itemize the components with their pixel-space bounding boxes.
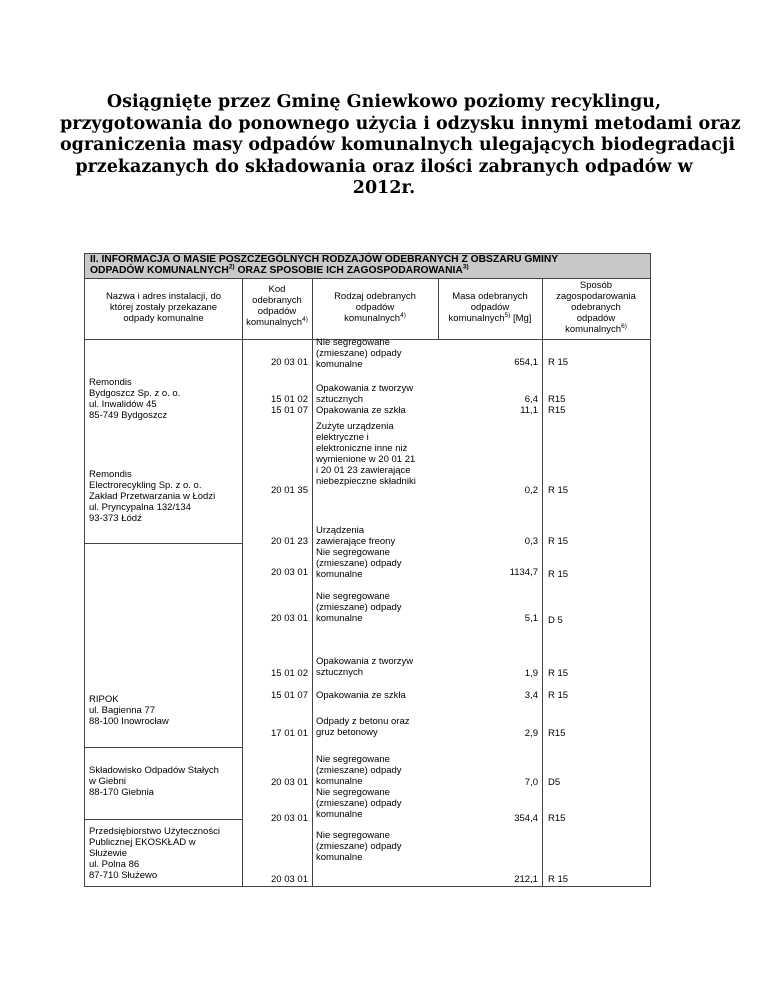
waste-type bbox=[316, 383, 438, 405]
waste-mass: 0,3 bbox=[524, 536, 538, 547]
installation-divider bbox=[85, 543, 242, 544]
waste-mass: 5,1 bbox=[524, 613, 538, 624]
waste-type-line: Opakowania ze szkła bbox=[316, 690, 406, 701]
waste-type-line: gruz betonowy bbox=[316, 727, 378, 738]
column-divider bbox=[312, 279, 313, 886]
waste-type bbox=[316, 656, 438, 678]
waste-code: 15 01 02 bbox=[271, 668, 308, 679]
title-line: Osiągnięte przez Gminę Gniewkowo poziomy recyklingu, bbox=[106, 92, 662, 112]
section-header-line2: ODPADÓW KOMUNALNYCH$^{2)}$ ORAZ SPOSOBIE ICH ZAGOSPODAROWANIA$^{3)}$ bbox=[90, 263, 469, 276]
waste-type-line: Urządzenia bbox=[316, 525, 365, 536]
installation-ekosklad: Przedsiębiorstwo Użyteczności Publicznej EKOSKŁAD w Służewie ul. Polna 86 87-710 Służewo bbox=[89, 826, 220, 881]
waste-type-line: (zmieszane) odpady bbox=[316, 798, 402, 809]
waste-method: R 15 bbox=[548, 690, 569, 701]
waste-type-line: Nie segregowane bbox=[316, 830, 390, 841]
waste-mass: 3,4 bbox=[524, 690, 538, 701]
waste-type-line: Nie segregowane bbox=[316, 547, 390, 558]
waste-method: R 15 bbox=[548, 874, 569, 885]
waste-type bbox=[316, 591, 438, 624]
waste-method: R 15 bbox=[548, 569, 569, 580]
waste-type bbox=[316, 547, 438, 580]
waste-code: 20 03 01 bbox=[271, 567, 308, 578]
waste-table bbox=[84, 253, 651, 887]
waste-type-line: Nie segregowane bbox=[316, 337, 390, 348]
waste-type-line: komunalne bbox=[316, 569, 363, 580]
waste-method: R 15 bbox=[548, 536, 569, 547]
section-header-line1: II. INFORMACJA O MASIE POSZCZEGÓLNYCH RODZAJÓW ODEBRANYCH Z OBSZARU GMINY bbox=[90, 254, 559, 265]
installation-ripok: RIPOK ul. Bagienna 77 88-100 Inowrocław bbox=[89, 694, 169, 727]
waste-type-line: Nie segregowane bbox=[316, 754, 390, 765]
waste-method: R 15 bbox=[548, 668, 569, 679]
waste-type-line: Nie segregowane bbox=[316, 787, 390, 798]
waste-type-line: komunalne bbox=[316, 359, 363, 370]
waste-code: 20 03 01 bbox=[271, 613, 308, 624]
waste-type bbox=[316, 754, 438, 787]
waste-type-line: komunalne bbox=[316, 809, 363, 820]
waste-mass: 2,9 bbox=[524, 728, 538, 739]
waste-method: R15 bbox=[548, 405, 566, 416]
waste-type-line: i 20 01 23 zawierające bbox=[316, 465, 411, 476]
column-header-type: Rodzaj odebranych odpadów komunalnych$^{4)}$ bbox=[334, 291, 416, 324]
waste-code: 20 03 01 bbox=[271, 777, 308, 788]
column-header-mass: Masa odebranych odpadów komunalnych$^{5)}$ [Mg] bbox=[448, 291, 532, 324]
section-header bbox=[85, 254, 650, 279]
waste-type-line: (zmieszane) odpady bbox=[316, 348, 402, 359]
waste-code: 20 03 01 bbox=[271, 874, 308, 885]
waste-mass: 6,4 bbox=[524, 394, 538, 405]
title-line: 2012r. bbox=[352, 178, 416, 198]
waste-type bbox=[316, 421, 438, 487]
waste-type-line: (zmieszane) odpady bbox=[316, 765, 402, 776]
waste-method: D5 bbox=[548, 777, 561, 788]
waste-method: R15 bbox=[548, 813, 566, 824]
waste-method: R 15 bbox=[548, 357, 569, 368]
waste-type-line: niebezpieczne składniki bbox=[316, 476, 416, 487]
waste-type-line: sztucznych bbox=[316, 394, 363, 405]
waste-mass: 354,4 bbox=[514, 813, 538, 824]
title-line: przygotowania do ponownego użycia i odzysku innymi metodami oraz bbox=[60, 113, 741, 134]
waste-code: 20 03 01 bbox=[271, 357, 308, 368]
page-title bbox=[60, 92, 741, 200]
waste-type-line: elektryczne i bbox=[316, 432, 369, 443]
waste-type-line: sztucznych bbox=[316, 667, 363, 678]
waste-code: 15 01 07 bbox=[271, 690, 308, 701]
waste-mass: 0,2 bbox=[524, 485, 538, 496]
waste-type-line: komunalne bbox=[316, 776, 363, 787]
column-divider bbox=[242, 279, 243, 886]
waste-type-line: (zmieszane) odpady bbox=[316, 602, 402, 613]
waste-method: R15 bbox=[548, 728, 566, 739]
installation-giebnia: Składowisko Odpadów Stałych w Giebni 88-170 Giebnia bbox=[89, 765, 219, 798]
title-line: przekazanych do składowania oraz ilości zabranych odpadów w bbox=[75, 156, 693, 177]
waste-type-line: Nie segregowane bbox=[316, 591, 390, 602]
column-header-method: Sposób zagospodarowania odebranych odpadów komunalnych$^{6)}$ bbox=[556, 280, 636, 335]
waste-code: 15 01 02 bbox=[271, 394, 308, 405]
column-header-name: Nazwa i adres instalacji, do której zostały przekazane odpady komunalne bbox=[105, 291, 222, 324]
waste-type-line: (zmieszane) odpady bbox=[316, 841, 402, 852]
waste-mass: 1,9 bbox=[524, 668, 538, 679]
installation-divider bbox=[85, 819, 242, 820]
waste-code: 15 01 07 bbox=[271, 405, 308, 416]
installation-remondis-electrorecykling: Remondis Electrorecykling Sp. z o. o. Zakład Przetwarzania w Łodzi ul. Pryncypalna 132/134 93-373 Łódź bbox=[89, 469, 216, 524]
waste-type bbox=[316, 830, 438, 863]
waste-type bbox=[316, 787, 438, 820]
waste-type-line: Zużyte urządzenia bbox=[316, 421, 394, 432]
title-line: ograniczenia masy odpadów komunalnych ulegających biodegradacji bbox=[60, 135, 735, 155]
column-divider bbox=[542, 279, 543, 886]
waste-type-line: Opakowania ze szkła bbox=[316, 405, 406, 416]
waste-mass: 212,1 bbox=[514, 874, 538, 885]
waste-method: D 5 bbox=[548, 615, 563, 626]
waste-type bbox=[316, 716, 438, 738]
waste-type-line: zawierające freony bbox=[316, 536, 396, 547]
installation-divider bbox=[85, 747, 242, 748]
waste-method: R15 bbox=[548, 394, 566, 405]
waste-code: 20 01 23 bbox=[271, 536, 308, 547]
waste-type bbox=[316, 525, 438, 547]
waste-method: R 15 bbox=[548, 485, 569, 496]
waste-type-line: (zmieszane) odpady bbox=[316, 558, 402, 569]
waste-code: 20 01 35 bbox=[271, 485, 308, 496]
column-header-code: Kod odebranych odpadów komunalnych$^{4)}$ bbox=[246, 284, 308, 328]
waste-mass: 654,1 bbox=[514, 357, 538, 368]
waste-mass: 11,1 bbox=[520, 405, 538, 416]
waste-type-line: Opakowania z tworzyw bbox=[316, 656, 414, 667]
waste-code: 20 03 01 bbox=[271, 813, 308, 824]
installation-remondis-bydgoszcz: Remondis Bydgoszcz Sp. z o. o. ul. Inwalidów 45 85-749 Bydgoszcz bbox=[89, 377, 181, 421]
waste-type bbox=[316, 405, 438, 416]
waste-type bbox=[316, 337, 438, 370]
waste-type-line: komunalne bbox=[316, 613, 363, 624]
waste-mass: 7,0 bbox=[524, 777, 538, 788]
waste-mass: 1134,7 bbox=[509, 567, 538, 578]
waste-type-line: Odpady z betonu oraz bbox=[316, 716, 410, 727]
waste-type-line: wymienione w 20 01 21 bbox=[316, 454, 416, 465]
waste-type-line: elektroniczne inne niż bbox=[316, 443, 408, 454]
waste-type bbox=[316, 690, 438, 701]
waste-type-line: komunalne bbox=[316, 852, 363, 863]
waste-type-line: Opakowania z tworzyw bbox=[316, 383, 414, 394]
waste-code: 17 01 01 bbox=[271, 728, 308, 739]
